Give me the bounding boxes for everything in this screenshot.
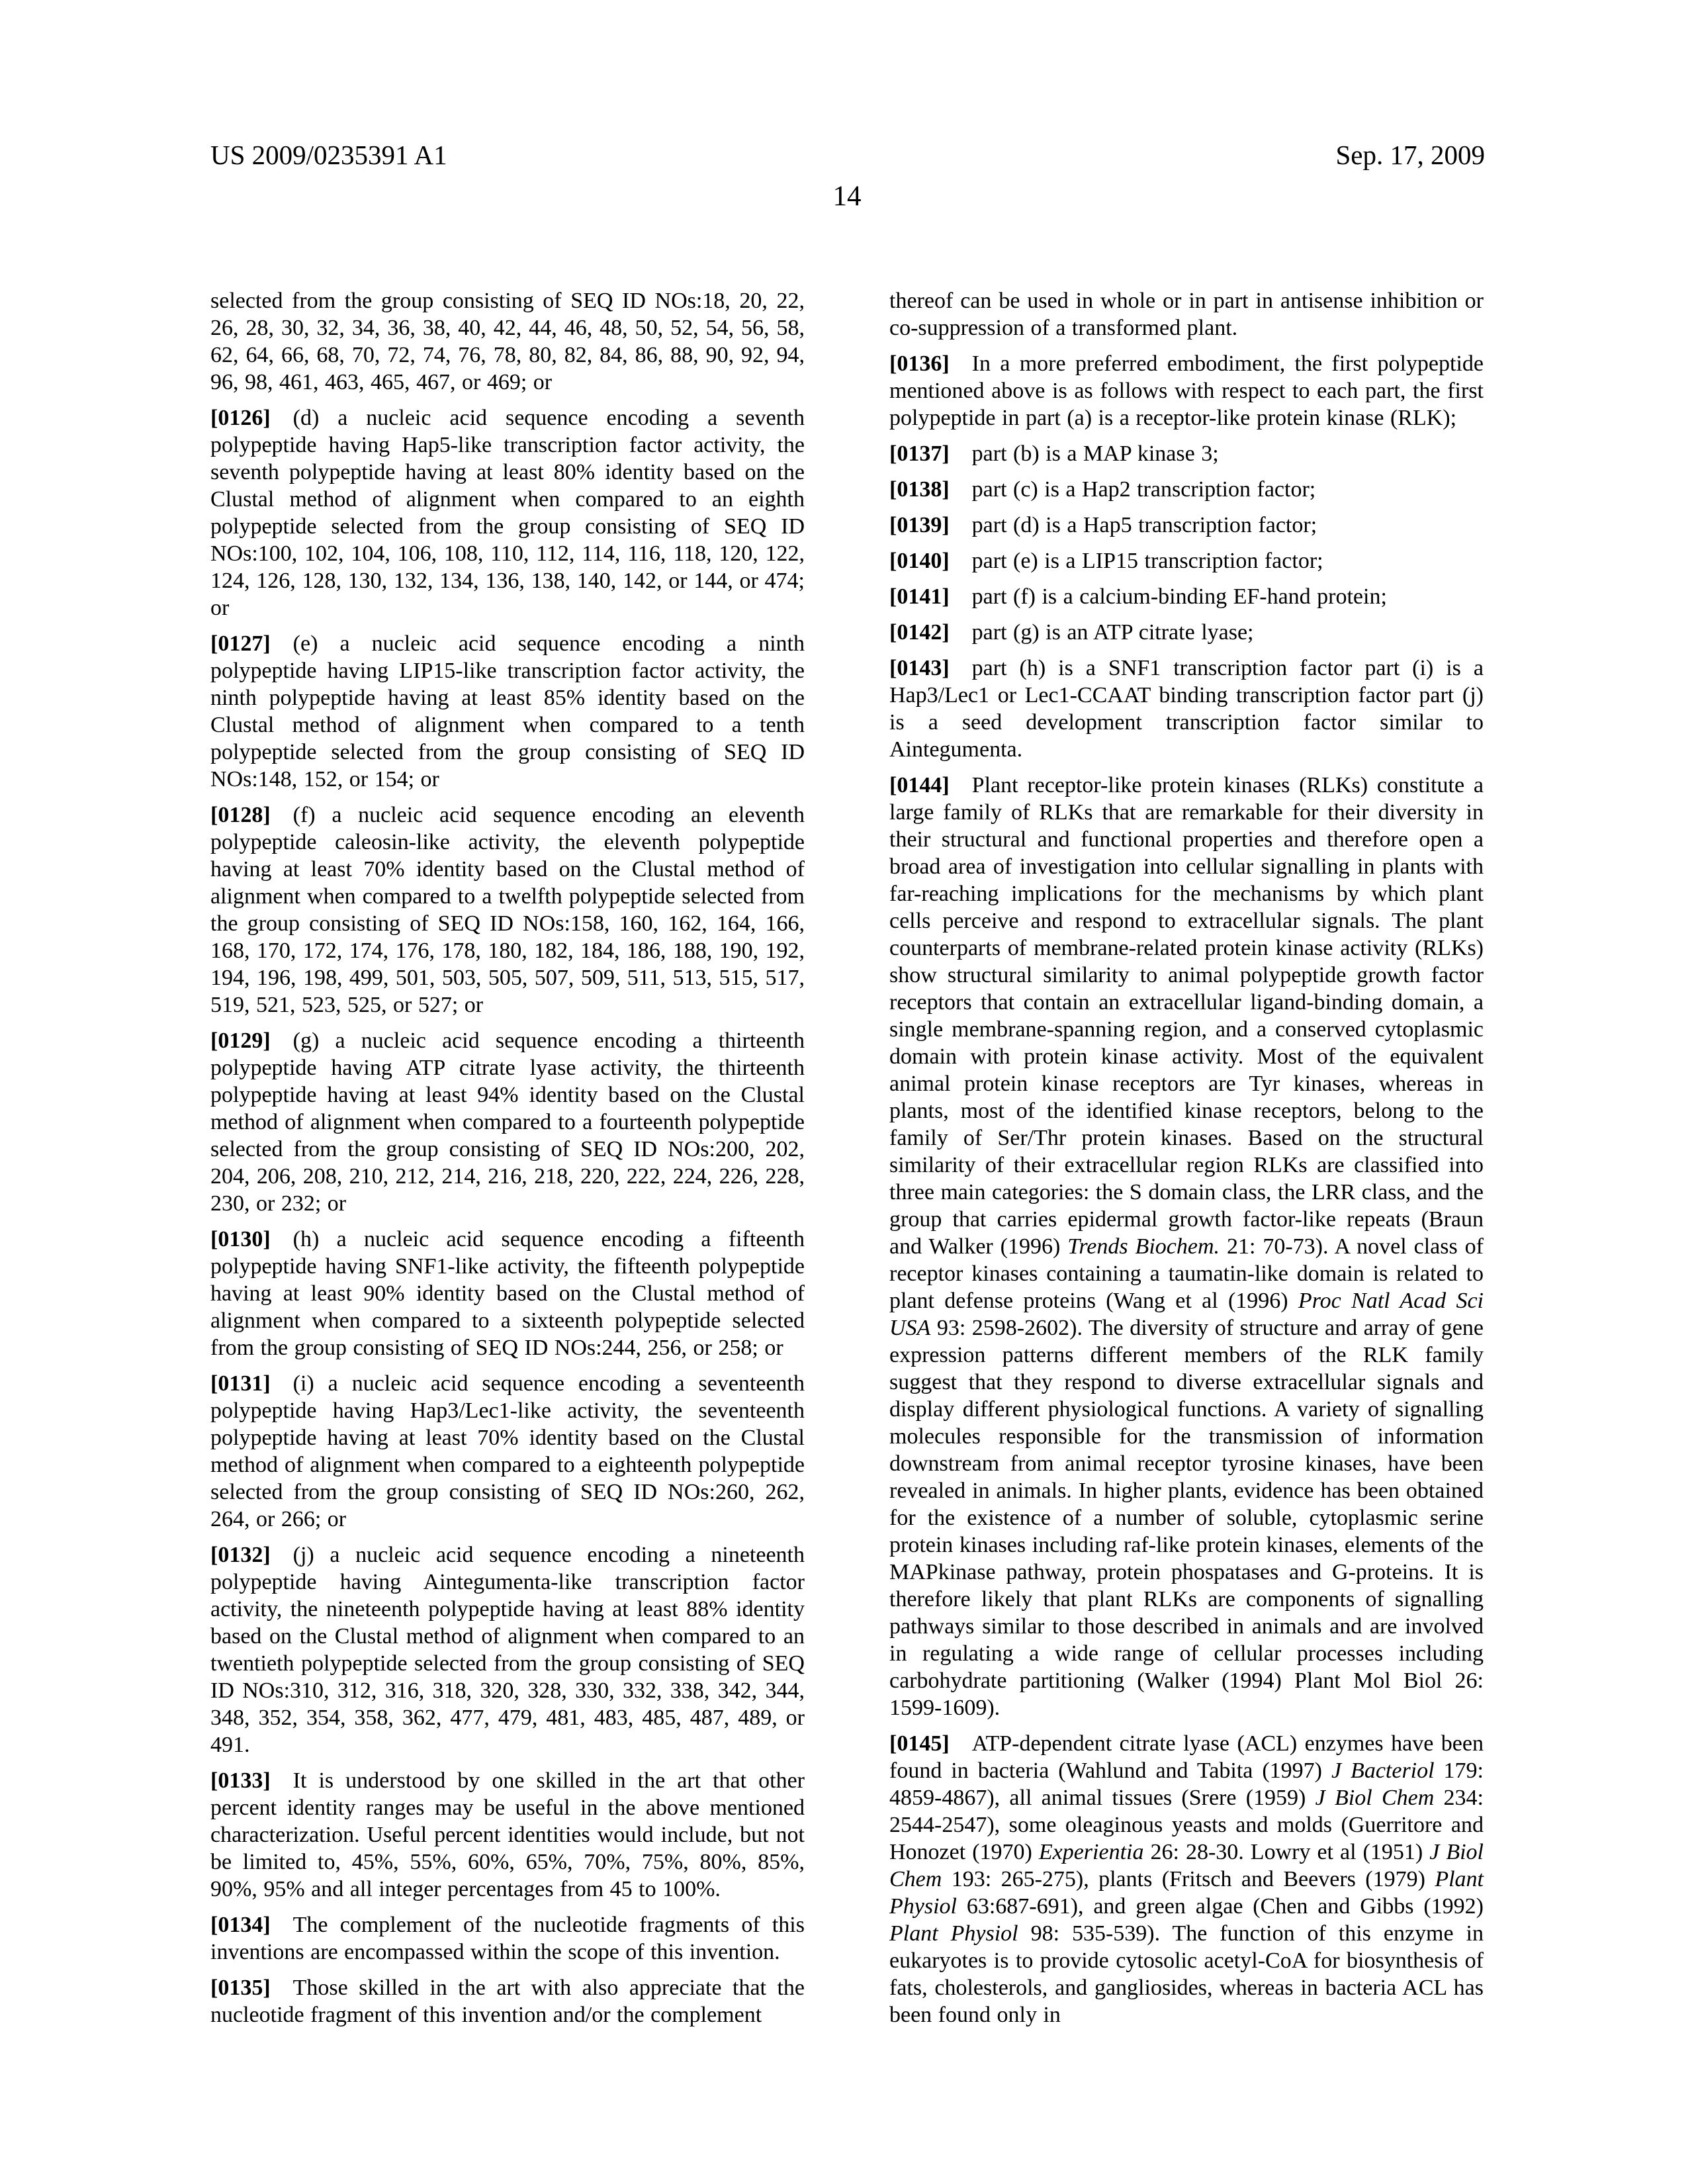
citation-italic: Plant Physiol [889, 1921, 1018, 1946]
text-run: part (h) is a SNF1 transcription factor part (i) is a Hap3/Lec1 or Lec1-CCAAT binding transcription factor part (j) is a seed development transcription factor similar to Aintegumenta. [889, 656, 1484, 762]
numbered-paragraph [889, 512, 1484, 539]
numbered-paragraph [889, 619, 1484, 646]
numbered-paragraph [210, 1911, 805, 1966]
text-run: 21: 70-73). A novel class of receptor kinases containing a taumatin-like domain is related to plant defense proteins (Wang et al (1996) [889, 1234, 1484, 1313]
text-run: part (b) is a MAP kinase 3; [971, 441, 1219, 466]
text-run: 63:687-691), and green algae (Chen and Gibbs (1992) [956, 1894, 1484, 1919]
text-run: part (c) is a Hap2 transcription factor; [971, 477, 1316, 502]
patent-number: US 2009/0235391 A1 [210, 140, 447, 170]
text-run: part (e) is a LIP15 transcription factor; [971, 549, 1323, 573]
paragraph-number: [0129] [210, 1028, 271, 1053]
numbered-paragraph [889, 440, 1484, 467]
citation-italic: Proc Natl Acad Sci USA [889, 1289, 1484, 1340]
paragraph-number: [0128] [210, 803, 271, 827]
text-run: The complement of the nucleotide fragments of this inventions are encompassed within the scope of this invention. [210, 1913, 805, 1964]
numbered-paragraph [889, 583, 1484, 610]
paragraph-number: [0139] [889, 513, 950, 537]
citation-italic: J Biol Chem [889, 1840, 1484, 1891]
citation-italic: J Bacteriol [1331, 1758, 1435, 1783]
text-run: (f) a nucleic acid sequence encoding an eleventh polypeptide caleosin-like activity, the eleventh polypeptide having at least 70% identity based on the Clustal method of alignment when compared to a twelfth polypeptide selected from the group consisting of SEQ ID NOs:158, 160, 162, 164, 166, 168, 170, 172, 174, 176, 178, 180, 182, 184, 186, 188, 190, 192, 194, 196, 198, 499, 501, 503, 505, 507, 509, 511, 513, 515, 517, 519, 521, 523, 525, or 527; or [210, 803, 805, 1017]
paragraph-number: [0142] [889, 620, 950, 645]
text-run: 179: 4859-4867), all animal tissues (Srere (1959) [889, 1758, 1484, 1810]
continuation-paragraph [210, 287, 805, 396]
numbered-paragraph [210, 1027, 805, 1217]
text-run: (h) a nucleic acid sequence encoding a fifteenth polypeptide having SNF1-like activity, the fifteenth polypeptide having at least 90% identity based on the Clustal method of alignment when compared to a sixteenth polypeptide selected from the group consisting of SEQ ID NOs:244, 256, or 258; or [210, 1227, 805, 1360]
paragraph-number: [0135] [210, 1976, 271, 2000]
text-run: In a more preferred embodiment, the first polypeptide mentioned above is as follows with respect to each part, the first polypeptide in part (a) is a receptor-like protein kinase (RLK); [889, 351, 1484, 430]
text-run: part (f) is a calcium-binding EF-hand protein; [971, 584, 1387, 609]
numbered-paragraph [889, 350, 1484, 432]
text-run: Those skilled in the art with also appreciate that the nucleotide fragment of this invention and/or the complement [210, 1976, 805, 2027]
right-column [889, 287, 1484, 2028]
text-run: thereof can be used in whole or in part in antisense inhibition or co-suppression of a transformed plant. [889, 289, 1484, 340]
paragraph-number: [0137] [889, 441, 950, 466]
numbered-paragraph [210, 1541, 805, 1758]
paragraph-number: [0133] [210, 1768, 271, 1793]
citation-italic: Experientia [1038, 1840, 1144, 1864]
paragraph-number: [0134] [210, 1913, 271, 1937]
text-run: (d) a nucleic acid sequence encoding a seventh polypeptide having Hap5-like transcription factor activity, the seventh polypeptide having at least 80% identity based on the Clustal method of alignment when compared to an eighth polypeptide selected from the group consisting of SEQ ID NOs:100, 102, 104, 106, 108, 110, 112, 114, 116, 118, 120, 122, 124, 126, 128, 130, 132, 134, 136, 138, 140, 142, or 144, or 474; or [210, 406, 805, 620]
continuation-paragraph [889, 287, 1484, 341]
text-run: 93: 2598-2602). The diversity of structure and array of gene expression patterns different members of the RLK family suggest that they respond to diverse extracellular signals and display different physiological functions. A variety of signalling molecules responsible for the transmission of information downstream from animal receptor tyrosine kinases, have been revealed in animals. In higher plants, evidence has been obtained for the existence of a number of soluble, cytoplasmic serine protein kinases including raf-like protein kinases, elements of the MAPkinase pathway, protein phospatases and G-proteins. It is therefore likely that plant RLKs are components of signalling pathways similar to those described in animals and are involved in regulating a wide range of cellular processes including carbohydrate partitioning (Walker (1994) Plant Mol Biol 26: 1599-1609). [889, 1316, 1484, 1720]
numbered-paragraph [889, 476, 1484, 503]
text-run: 26: 28-30. Lowry et al (1951) [1143, 1840, 1430, 1864]
paragraph-number: [0145] [889, 1731, 950, 1756]
text-run: 193: 265-275), plants (Fritsch and Beevers (1979) [942, 1867, 1435, 1891]
numbered-paragraph [210, 1370, 805, 1533]
paragraph-number: [0140] [889, 549, 950, 573]
numbered-paragraph [889, 547, 1484, 574]
page-number: 14 [832, 181, 862, 212]
citation-italic: J Biol Chem [1315, 1786, 1435, 1810]
numbered-paragraph [210, 1767, 805, 1903]
paragraph-number: [0144] [889, 773, 950, 797]
text-run: (e) a nucleic acid sequence encoding a ninth polypeptide having LIP15-like transcription factor activity, the ninth polypeptide having at least 85% identity based on the Clustal method of alignment when compared to a tenth polypeptide selected from the group consisting of SEQ ID NOs:148, 152, or 154; or [210, 631, 805, 792]
paragraph-number: [0136] [889, 351, 950, 376]
numbered-paragraph [210, 1226, 805, 1361]
text-run: (j) a nucleic acid sequence encoding a nineteenth polypeptide having Aintegumenta-like transcription factor activity, the nineteenth polypeptide having at least 88% identity based on the Clustal method of alignment when compared to an twentieth polypeptide selected from the group consisting of SEQ ID NOs:310, 312, 316, 318, 320, 328, 330, 332, 338, 342, 344, 348, 352, 354, 358, 362, 477, 479, 481, 483, 485, 487, 489, or 491. [210, 1543, 805, 1757]
paragraph-number: [0132] [210, 1543, 271, 1567]
text-run: 98: 535-539). The function of this enzyme in eukaryotes is to provide cytosolic acetyl-CoA for biosynthesis of fats, cholesterols, and gangliosides, whereas in bacteria ACL has been found only in [889, 1921, 1484, 2027]
text-run: ATP-dependent citrate lyase (ACL) enzymes have been found in bacteria (Wahlund and Tabita (1997) [889, 1731, 1484, 1783]
citation-italic: Trends Biochem. [1067, 1234, 1220, 1259]
numbered-paragraph [889, 1730, 1484, 2028]
paragraph-number: [0138] [889, 477, 950, 502]
text-run: (g) a nucleic acid sequence encoding a thirteenth polypeptide having ATP citrate lyase activity, the thirteenth polypeptide having at least 94% identity based on the Clustal method of alignment when compared to a fourteenth polypeptide selected from the group consisting of SEQ ID NOs:200, 202, 204, 206, 208, 210, 212, 214, 216, 218, 220, 222, 224, 226, 228, 230, or 232; or [210, 1028, 805, 1216]
paragraph-number: [0131] [210, 1371, 271, 1396]
paragraph-number: [0141] [889, 584, 950, 609]
text-columns [210, 287, 1484, 2028]
paragraph-number: [0130] [210, 1227, 271, 1251]
numbered-paragraph [210, 404, 805, 621]
numbered-paragraph [210, 1974, 805, 2028]
text-run: (i) a nucleic acid sequence encoding a seventeenth polypeptide having Hap3/Lec1-like activity, the seventeenth polypeptide having at least 70% identity based on the Clustal method of alignment when compared to a eighteenth polypeptide selected from the group consisting of SEQ ID NOs:260, 262, 264, or 266; or [210, 1371, 805, 1531]
left-column [210, 287, 805, 2028]
numbered-paragraph [889, 772, 1484, 1721]
numbered-paragraph [210, 801, 805, 1019]
numbered-paragraph [210, 630, 805, 793]
numbered-paragraph [889, 655, 1484, 763]
text-run: Plant receptor-like protein kinases (RLKs) constitute a large family of RLKs that are remarkable for their diversity in their structural and functional properties and therefore open a broad area of investigation into cellular signalling in plants with far-reaching implications for the mechanisms by which plant cells perceive and respond to extracellular signals. The plant counterparts of membrane-related protein kinase activity (RLKs) show structural similarity to animal polypeptide growth factor receptors that contain an extracellular ligand-binding domain, a single membrane-spanning region, and a conserved cytoplasmic domain with protein kinase activity. Most of the equivalent animal protein kinase receptors are Tyr kinases, whereas in plants, most of the identified kinase receptors, belong to the family of Ser/Thr protein kinases. Based on the structural similarity of their extracellular region RLKs are classified into three main categories: the S domain class, the LRR class, and the group that carries epidermal growth factor-like repeats (Braun and Walker (1996) [889, 773, 1484, 1259]
text-run: part (g) is an ATP citrate lyase; [971, 620, 1254, 645]
paragraph-number: [0127] [210, 631, 271, 656]
paragraph-number: [0126] [210, 406, 271, 430]
text-run: 234: 2544-2547), some oleaginous yeasts and molds (Guerritore and Honozet (1970) [889, 1786, 1484, 1864]
text-run: selected from the group consisting of SEQ ID NOs:18, 20, 22, 26, 28, 30, 32, 34, 36, 38, 40, 42, 44, 46, 48, 50, 52, 54, 56, 58, 62, 64, 66, 68, 70, 72, 74, 76, 78, 80, 82, 84, 86, 88, 90, 92, 94, 96, 98, 461, 463, 465, 467, or 469; or [210, 289, 805, 394]
citation-italic: Plant Physiol [889, 1867, 1484, 1919]
page-header [210, 139, 1485, 171]
text-run: part (d) is a Hap5 transcription factor; [971, 513, 1317, 537]
publication-date: Sep. 17, 2009 [1335, 140, 1485, 170]
text-run: It is understood by one skilled in the art that other percent identity ranges may be useful in the above mentioned characterization. Useful percent identities would include, but not be limited to, 45%, 55%, 60%, 65%, 70%, 75%, 80%, 85%, 90%, 95% and all integer percentages from 45 to 100%. [210, 1768, 805, 1901]
paragraph-number: [0143] [889, 656, 950, 680]
